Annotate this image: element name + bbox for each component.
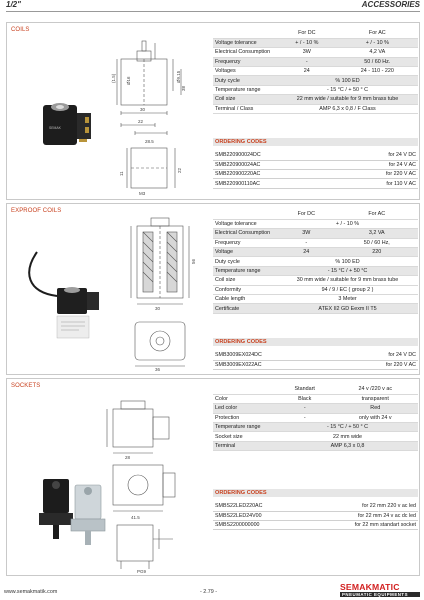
spec-label: Voltage tolerance (213, 219, 277, 228)
spec-value-dc: - (277, 57, 337, 66)
order-row (213, 179, 418, 188)
order-code: SMBS22LED220AC (213, 502, 303, 511)
svg-text:M3: M3 (139, 191, 146, 196)
socket-photo-icon (39, 479, 105, 545)
spec-label: Terminal / Class (213, 104, 277, 113)
svg-text:(1.5): (1.5) (111, 73, 116, 83)
svg-text:30: 30 (155, 306, 161, 311)
order-row (213, 521, 418, 530)
svg-text:36: 36 (155, 367, 161, 372)
spec-value-ac: transparent (332, 394, 418, 403)
spec-value-ac: 24 - 110 - 220 (337, 67, 418, 76)
spec-value: % 100 ED (277, 257, 418, 266)
sockets-col-standart: Standart (277, 385, 332, 394)
sockets-order-table (213, 502, 418, 530)
spec-value: % 100 ED (277, 76, 418, 85)
sockets-section (6, 378, 420, 576)
spec-value: AMP 6,3 x 0,8 (277, 441, 418, 450)
spec-row (213, 238, 418, 247)
spec-label: Temperature range (213, 423, 277, 432)
order-row (213, 502, 418, 511)
spec-value: ATEX II2 GD Eexm II T5 (277, 304, 418, 313)
spec-value: + / - 10 % (277, 219, 418, 228)
svg-text:PG9: PG9 (137, 569, 147, 574)
spec-row (213, 104, 418, 113)
spec-row (213, 404, 418, 413)
spec-value: 30 mm wide / suitable for 9 mm brass tube (277, 276, 418, 285)
spec-row (213, 57, 418, 66)
brand-name-b: MATIC (372, 582, 400, 592)
spec-label: Certificate (213, 304, 277, 313)
spec-value-ac: 50 / 60 Hz, (336, 238, 418, 247)
spec-value-ac: 4,2 VA (337, 48, 418, 57)
coil-technical-drawing (35, 33, 205, 198)
svg-text:30: 30 (140, 107, 146, 112)
exproof-ordering-title: ORDERING CODES (213, 338, 418, 346)
order-row (213, 170, 418, 179)
coils-section (6, 22, 420, 200)
spec-label: Conformity (213, 285, 277, 294)
spec-value-dc: 3W (277, 229, 336, 238)
spec-value-ac: + / - 10 % (337, 38, 418, 47)
order-code: SMB220900024DC (213, 151, 335, 160)
spec-row (213, 248, 418, 257)
spec-label: Terminal (213, 441, 277, 450)
svg-text:Ø16: Ø16 (126, 76, 131, 85)
spec-label: Socket size (213, 432, 277, 441)
exproof-title: EXPROOF COILS (11, 208, 62, 214)
spec-value-ac: 3,2 VA (336, 229, 418, 238)
spec-value: - 15 °C / + 50 ° C (277, 85, 418, 94)
spec-value-dc: - (277, 238, 336, 247)
coils-spec-table (213, 29, 418, 114)
spec-row (213, 276, 418, 285)
sockets-title: SOCKETS (11, 383, 41, 389)
order-description: for 24 V DC (336, 351, 418, 360)
spec-row (213, 219, 418, 228)
spec-label: Voltage tolerance (213, 38, 277, 47)
svg-text:SEMAK: SEMAK (49, 126, 61, 130)
spec-label: Coil size (213, 95, 277, 104)
order-code: SMB3009EX024DC (213, 351, 336, 360)
brand-logo (340, 582, 420, 599)
order-row (213, 351, 418, 360)
spec-row (213, 76, 418, 85)
spec-row (213, 257, 418, 266)
order-row (213, 160, 418, 169)
coil-photo-icon (43, 103, 91, 145)
order-row (213, 511, 418, 520)
spec-value-ac: only with 24 v (332, 413, 418, 422)
order-description: for 24 V AC (335, 160, 418, 169)
spec-value: - 15 °C / + 50 ° C (277, 423, 418, 432)
order-code: SMB220900024AC (213, 160, 335, 169)
order-description: for 24 V DC (335, 151, 418, 160)
spec-label: Electrical Consumption (213, 229, 277, 238)
spec-row (213, 67, 418, 76)
spec-label: Frequenzy (213, 238, 277, 247)
socket-technical-drawing (13, 389, 211, 574)
svg-text:41.5: 41.5 (131, 515, 140, 520)
brand-name-a: SEMAK (340, 582, 373, 592)
spec-value-dc: - (277, 404, 332, 413)
header-size: 1/2" (6, 0, 21, 9)
spec-row (213, 229, 418, 238)
spec-value-dc: Black (277, 394, 332, 403)
order-description: for 110 V AC (335, 179, 418, 188)
spec-row (213, 38, 418, 47)
spec-row (213, 304, 418, 313)
header-category: ACCESSORIES (361, 0, 420, 9)
spec-row (213, 413, 418, 422)
spec-value: 22 mm wide (277, 432, 418, 441)
spec-value: 94 / 9 / EC ( group 2 ) (277, 285, 418, 294)
order-description: for 220 V AC (336, 360, 418, 369)
spec-row (213, 285, 418, 294)
spec-label: Voltages (213, 67, 277, 76)
spec-value: AMP 6,3 x 0,8 / F Class (277, 104, 418, 113)
spec-row (213, 394, 418, 403)
spec-label: Duty cycle (213, 76, 277, 85)
svg-text:56: 56 (191, 258, 196, 264)
spec-label: Cable length (213, 295, 277, 304)
exproof-technical-drawing (17, 212, 207, 372)
coils-title: COILS (11, 27, 30, 33)
svg-text:22: 22 (177, 167, 182, 173)
svg-text:Ø9.15: Ø9.15 (176, 70, 181, 83)
order-row (213, 151, 418, 160)
coils-col-ac: For AC (337, 29, 418, 38)
spec-label: Color (213, 394, 277, 403)
coils-col-dc: For DC (277, 29, 337, 38)
exproof-order-table (213, 351, 418, 370)
order-code: SMBS2200000000 (213, 521, 303, 530)
spec-value-ac: Red (332, 404, 418, 413)
exproof-col-dc: For DC (277, 210, 336, 219)
spec-value-dc: 24 (277, 67, 337, 76)
exproof-photo-icon (29, 252, 99, 338)
spec-row (213, 85, 418, 94)
spec-label: Voltage (213, 248, 277, 257)
spec-value-ac: 50 / 60 Hz. (337, 57, 418, 66)
coils-order-table (213, 151, 418, 189)
svg-text:28: 28 (125, 455, 131, 460)
spec-row (213, 441, 418, 450)
brand-subtitle: PNEUMATIC EQUIPMENTS (340, 592, 420, 597)
order-description: for 22 mm 220 v ac led (303, 502, 418, 511)
spec-value: 3 Meter (277, 295, 418, 304)
spec-row (213, 423, 418, 432)
svg-text:22: 22 (138, 119, 144, 124)
order-code: SMB3009EX022AC (213, 360, 336, 369)
page-number: - 2.79 - (200, 589, 218, 595)
sockets-col-standart-value: 24 v /220 v ac (332, 385, 418, 394)
spec-value: 22 mm wide / suitable for 9 mm brass tube (277, 95, 418, 104)
spec-value-dc: + / - 10 % (277, 38, 337, 47)
spec-row (213, 95, 418, 104)
order-code: SMB220900220AC (213, 170, 335, 179)
page-footer (0, 580, 424, 600)
spec-value-ac: 220 (336, 248, 418, 257)
spec-row (213, 266, 418, 275)
order-row (213, 360, 418, 369)
spec-label: Electrical Consumption (213, 48, 277, 57)
spec-value-dc: 24 (277, 248, 336, 257)
spec-value: - 15 °C / + 50 °C (277, 266, 418, 275)
svg-text:38: 38 (181, 85, 186, 91)
spec-label: Coil size (213, 276, 277, 285)
exproof-spec-table (213, 210, 418, 314)
spec-value-dc: - (277, 413, 332, 422)
spec-row (213, 48, 418, 57)
spec-label: Duty cycle (213, 257, 277, 266)
order-code: SMBS22LED24V00 (213, 511, 303, 520)
svg-text:28.5: 28.5 (145, 139, 154, 144)
exproof-section (6, 203, 420, 375)
spec-label: Frequenzy (213, 57, 277, 66)
coils-ordering-title: ORDERING CODES (213, 138, 418, 146)
svg-text:11: 11 (119, 171, 124, 176)
exproof-col-ac: For AC (336, 210, 418, 219)
order-description: for 22 mm 24 v ac dc led (303, 511, 418, 520)
spec-label: Led color (213, 404, 277, 413)
sockets-ordering-title: ORDERING CODES (213, 489, 418, 497)
spec-label: Temperature range (213, 85, 277, 94)
order-description: for 22 mm standart socket (303, 521, 418, 530)
order-code: SMB220900110AC (213, 179, 335, 188)
sockets-spec-table (213, 385, 418, 451)
spec-value-dc: 3W (277, 48, 337, 57)
spec-label: Protection (213, 413, 277, 422)
spec-label: Temperature range (213, 266, 277, 275)
spec-row (213, 432, 418, 441)
spec-row (213, 295, 418, 304)
order-description: for 220 V AC (335, 170, 418, 179)
page-header (6, 0, 420, 12)
footer-url[interactable]: www.semakmatik.com (4, 589, 58, 595)
